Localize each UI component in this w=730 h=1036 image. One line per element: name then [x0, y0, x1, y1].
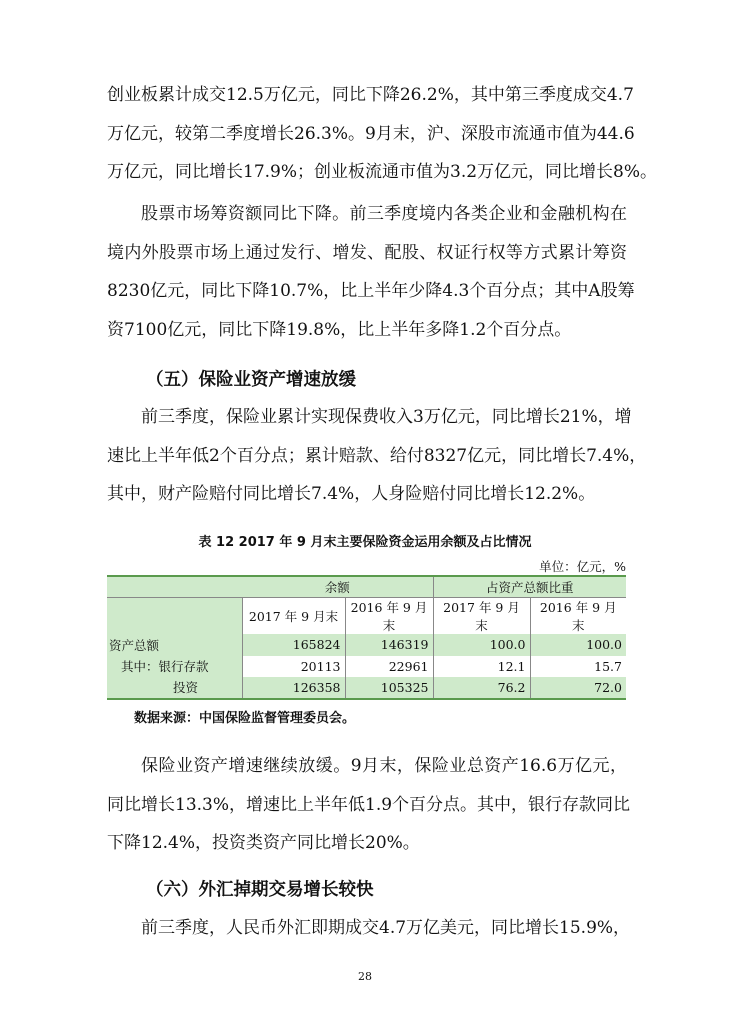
column-group-share: 占资产总额比重 — [433, 576, 626, 598]
text-line: 下降12.4%，投资类资产同比增长20%。 — [107, 833, 420, 853]
paragraph-insurance-assets — [107, 747, 631, 863]
column-header: 2016 年 9 月末 — [530, 598, 626, 635]
text-line: 创业板累计成交12.5万亿元，同比下降26.2%，其中第三季度成交4.7 — [107, 85, 634, 105]
table-cell: 20113 — [242, 656, 345, 678]
table-source-note: 数据来源：中国保险监督管理委员会。 — [134, 711, 356, 726]
text-line: 股票市场筹资额同比下降。前三季度境内各类企业和金融机构在 — [141, 204, 627, 224]
table-cell: 22961 — [345, 656, 433, 678]
paragraph-stock-turnover — [107, 76, 658, 192]
paragraph-equity-financing — [107, 195, 635, 349]
row-label: 资产总额 — [109, 637, 160, 653]
table-cell: 76.2 — [433, 677, 530, 699]
text-line: 万亿元，较第二季度增长26.3%。9月末，沪、深股市流通市值为44.6 — [107, 123, 635, 144]
text-line: 前三季度，保险业累计实现保费收入3万亿元，同比增长21%，增 — [141, 407, 632, 427]
table-cell: 100.0 — [433, 634, 530, 656]
text-line: 前三季度，人民币外汇即期成交4.7万亿美元，同比增长15.9%， — [141, 918, 631, 938]
text-line: 境内外股票市场上通过发行、增发、配股、权证行权等方式累计筹资 — [107, 242, 627, 263]
table-row — [107, 656, 626, 678]
table-subheader-row — [107, 598, 626, 635]
table-cell: 72.0 — [530, 677, 626, 699]
text-line: 资7100亿元，同比下降19.8%，比上半年多降1.2个百分点。 — [107, 319, 572, 340]
table-corner — [107, 598, 242, 635]
table-header-row — [107, 576, 626, 598]
column-header: 2017 年 9 月末 — [242, 598, 345, 635]
table-row — [107, 677, 626, 699]
table-cell: 15.7 — [530, 656, 626, 678]
table-title: 表 12 2017 年 9 月末主要保险资金运用余额及占比情况 — [198, 535, 532, 550]
paragraph-fx-spot — [107, 909, 631, 948]
row-label: 投资 — [107, 677, 242, 699]
column-group-balance: 余额 — [242, 576, 433, 598]
table-unit: 单位：亿元，% — [539, 559, 626, 574]
text-line: 其中，财产险赔付同比增长7.4%，人身险赔付同比增长12.2%。 — [107, 484, 596, 504]
text-line: 保险业资产增速继续放缓。9月末，保险业总资产16.6万亿元， — [141, 756, 627, 776]
text-line: 速比上半年低2个百分点；累计赔款、给付8327亿元，同比增长7.4%， — [107, 445, 647, 466]
insurance-fund-table — [107, 575, 626, 700]
text-line: 8230亿元，同比下降10.7%，比上半年少降4.3个百分点；其中A股筹 — [107, 281, 635, 301]
table-cell: 105325 — [345, 677, 433, 699]
section-heading-fx-swap: （六）外汇掉期交易增长较快 — [146, 880, 374, 900]
table-corner — [107, 576, 242, 598]
paragraph-insurance-premium — [107, 398, 647, 514]
table-row — [107, 634, 626, 656]
table-cell: 146319 — [345, 634, 433, 656]
page-number: 28 — [358, 970, 372, 983]
table-cell: 100.0 — [530, 634, 626, 656]
table-cell: 126358 — [242, 677, 345, 699]
text-line: 同比增长13.3%，增速比上半年低1.9个百分点。其中，银行存款同比 — [107, 794, 631, 815]
table-cell: 12.1 — [433, 656, 530, 678]
column-header: 2016 年 9 月末 — [345, 598, 433, 635]
row-label: 其中：银行存款 — [107, 656, 242, 678]
column-header: 2017 年 9 月末 — [433, 598, 530, 635]
text-line: 万亿元，同比增长17.9%；创业板流通市值为3.2万亿元，同比增长8%。 — [107, 162, 658, 182]
table-cell: 165824 — [242, 634, 345, 656]
section-heading-insurance: （五）保险业资产增速放缓 — [146, 370, 356, 390]
